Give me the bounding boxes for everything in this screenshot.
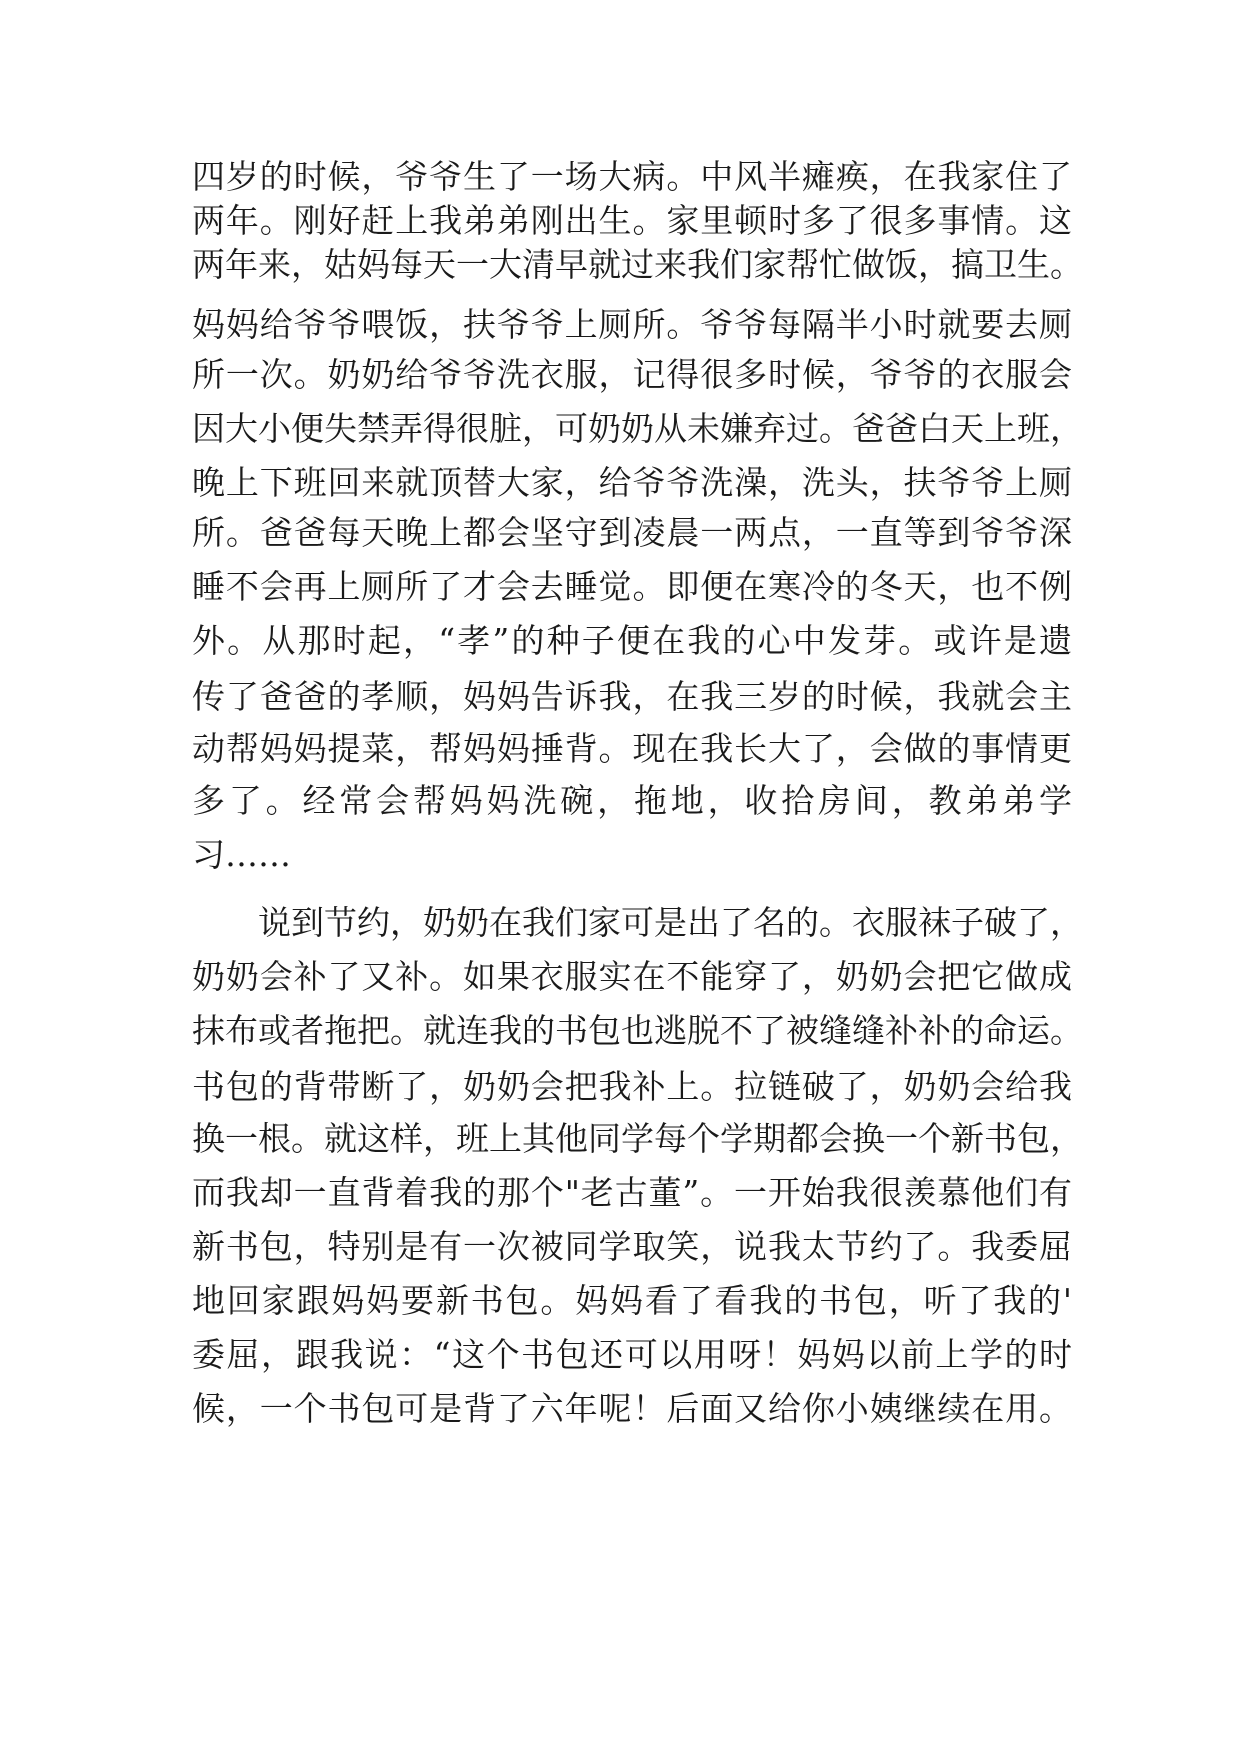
text-line: 多了。经常会帮妈妈洗碗，拖地，收拾房间，教弟弟学 <box>192 781 1072 820</box>
text-line: 因大小便失禁弄得很脏，可奶奶从未嫌弃过。爸爸白天上班， <box>192 409 1083 448</box>
text-line: 外。从那时起，“孝”的种子便在我的心中发芽。或许是遗 <box>192 621 1072 660</box>
text-line: 新书包，特别是有一次被同学取笑，说我太节约了。我委屈 <box>192 1227 1072 1266</box>
text-line: 四岁的时候，爷爷生了一场大病。中风半瘫痪，在我家住了 <box>192 157 1072 196</box>
text-line: 地回家跟妈妈要新书包。妈妈看了看我的书包，听了我的' <box>192 1281 1072 1320</box>
text-line: 传了爸爸的孝顺，妈妈告诉我，在我三岁的时候，我就会主 <box>192 677 1072 716</box>
text-line: 奶奶会补了又补。如果衣服实在不能穿了，奶奶会把它做成 <box>192 957 1072 996</box>
text-line: 两年。刚好赶上我弟弟刚出生。家里顿时多了很多事情。这 <box>192 201 1072 240</box>
text-line: 妈妈给爷爷喂饭，扶爷爷上厕所。爷爷每隔半小时就要去厕 <box>192 305 1072 344</box>
text-line: 书包的背带断了，奶奶会把我补上。拉链破了，奶奶会给我 <box>192 1067 1072 1106</box>
text-line: 两年来，姑妈每天一大清早就过来我们家帮忙做饭，搞卫生。 <box>192 245 1083 284</box>
text-line: 晚上下班回来就顶替大家，给爷爷洗澡，洗头，扶爷爷上厕 <box>192 463 1072 502</box>
text-line: 睡不会再上厕所了才会去睡觉。即便在寒冷的冬天，也不例 <box>192 567 1072 606</box>
text-line: 说到节约，奶奶在我们家可是出了名的。衣服袜子破了， <box>258 903 1083 942</box>
text-line: 换一根。就这样，班上其他同学每个学期都会换一个新书包， <box>192 1119 1083 1158</box>
text-line: 习…… <box>192 835 291 874</box>
text-line: 抹布或者拖把。就连我的书包也逃脱不了被缝缝补补的命运。 <box>192 1011 1083 1050</box>
text-line: 而我却一直背着我的那个"老古董”。一开始我很羡慕他们有 <box>192 1173 1072 1212</box>
text-line: 所一次。奶奶给爷爷洗衣服，记得很多时候，爷爷的衣服会 <box>192 355 1072 394</box>
text-line: 候，一个书包可是背了六年呢！后面又给你小姨继续在用。 <box>192 1389 1072 1428</box>
text-line: 动帮妈妈提菜，帮妈妈捶背。现在我长大了，会做的事情更 <box>192 729 1072 768</box>
text-line: 委屈，跟我说：“这个书包还可以用呀！妈妈以前上学的时 <box>192 1335 1072 1374</box>
text-line: 所。爸爸每天晚上都会坚守到凌晨一两点，一直等到爷爷深 <box>192 513 1072 552</box>
